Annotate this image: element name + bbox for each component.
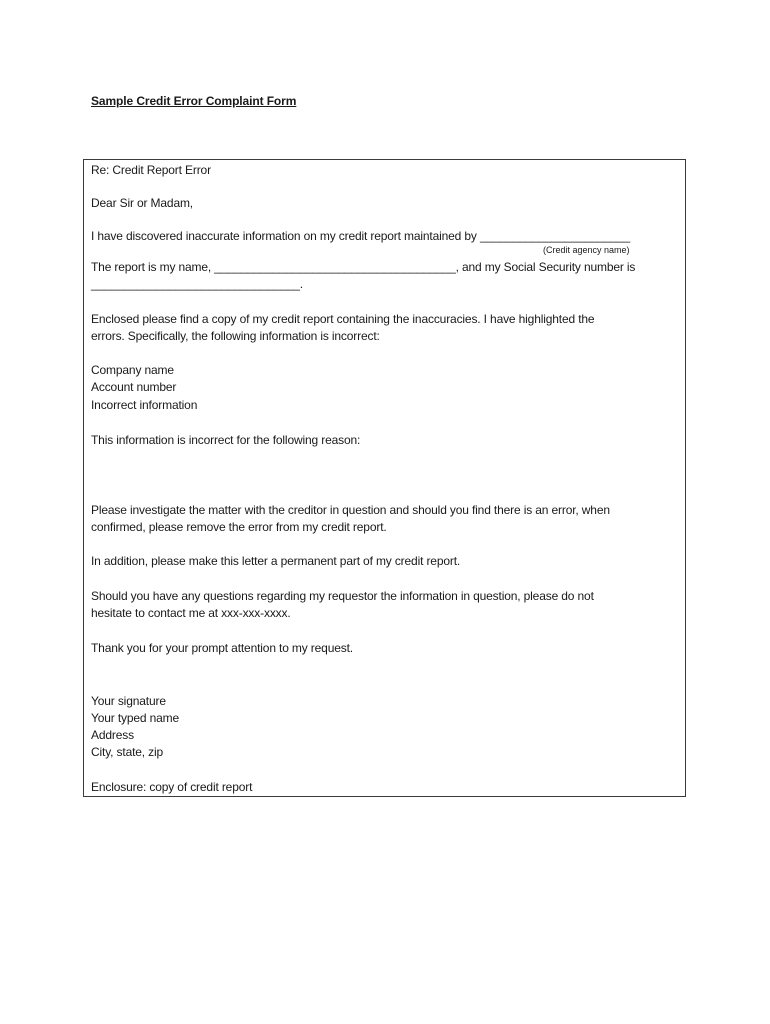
field-incorrect-information: Incorrect information xyxy=(91,398,198,412)
enclosure-line: Enclosure: copy of credit report xyxy=(91,780,253,794)
questions-line-1: Should you have any questions regarding my requestor the information in question, please do not xyxy=(91,589,594,603)
discovered-line: I have discovered inaccurate information on my credit report maintained by _______________________ xyxy=(91,229,630,243)
investigate-line-2: confirmed, please remove the error from my credit report. xyxy=(91,520,387,534)
report-name-line: The report is my name, _____________________________________, and my Social Security number is xyxy=(91,260,636,274)
typed-name-line: Your typed name xyxy=(91,711,180,725)
page-title: Sample Credit Error Complaint Form xyxy=(91,94,297,108)
signature-line: Your signature xyxy=(91,694,166,708)
thanks-line: Thank you for your prompt attention to my request. xyxy=(91,641,353,655)
permanent-line: In addition, please make this letter a permanent part of my credit report. xyxy=(91,554,461,568)
field-company-name: Company name xyxy=(91,363,174,377)
questions-line-2: hesitate to contact me at xxx-xxx-xxxx. xyxy=(91,606,291,620)
investigate-line-1: Please investigate the matter with the creditor in question and should you find there is an error, when xyxy=(91,503,610,517)
enclosed-line-2: errors. Specifically, the following information is incorrect: xyxy=(91,329,380,343)
re-line: Re: Credit Report Error xyxy=(91,163,211,177)
field-account-number: Account number xyxy=(91,380,177,394)
enclosed-line-1: Enclosed please find a copy of my credit report containing the inaccuracies. I have highlighted the xyxy=(91,312,595,326)
city-state-zip-line: City, state, zip xyxy=(91,745,164,759)
address-line: Address xyxy=(91,728,134,742)
reason-line: This information is incorrect for the following reason: xyxy=(91,433,361,447)
agency-name-note: (Credit agency name) xyxy=(543,245,630,255)
ssn-blank-line: ________________________________. xyxy=(91,277,303,291)
salutation: Dear Sir or Madam, xyxy=(91,196,193,210)
